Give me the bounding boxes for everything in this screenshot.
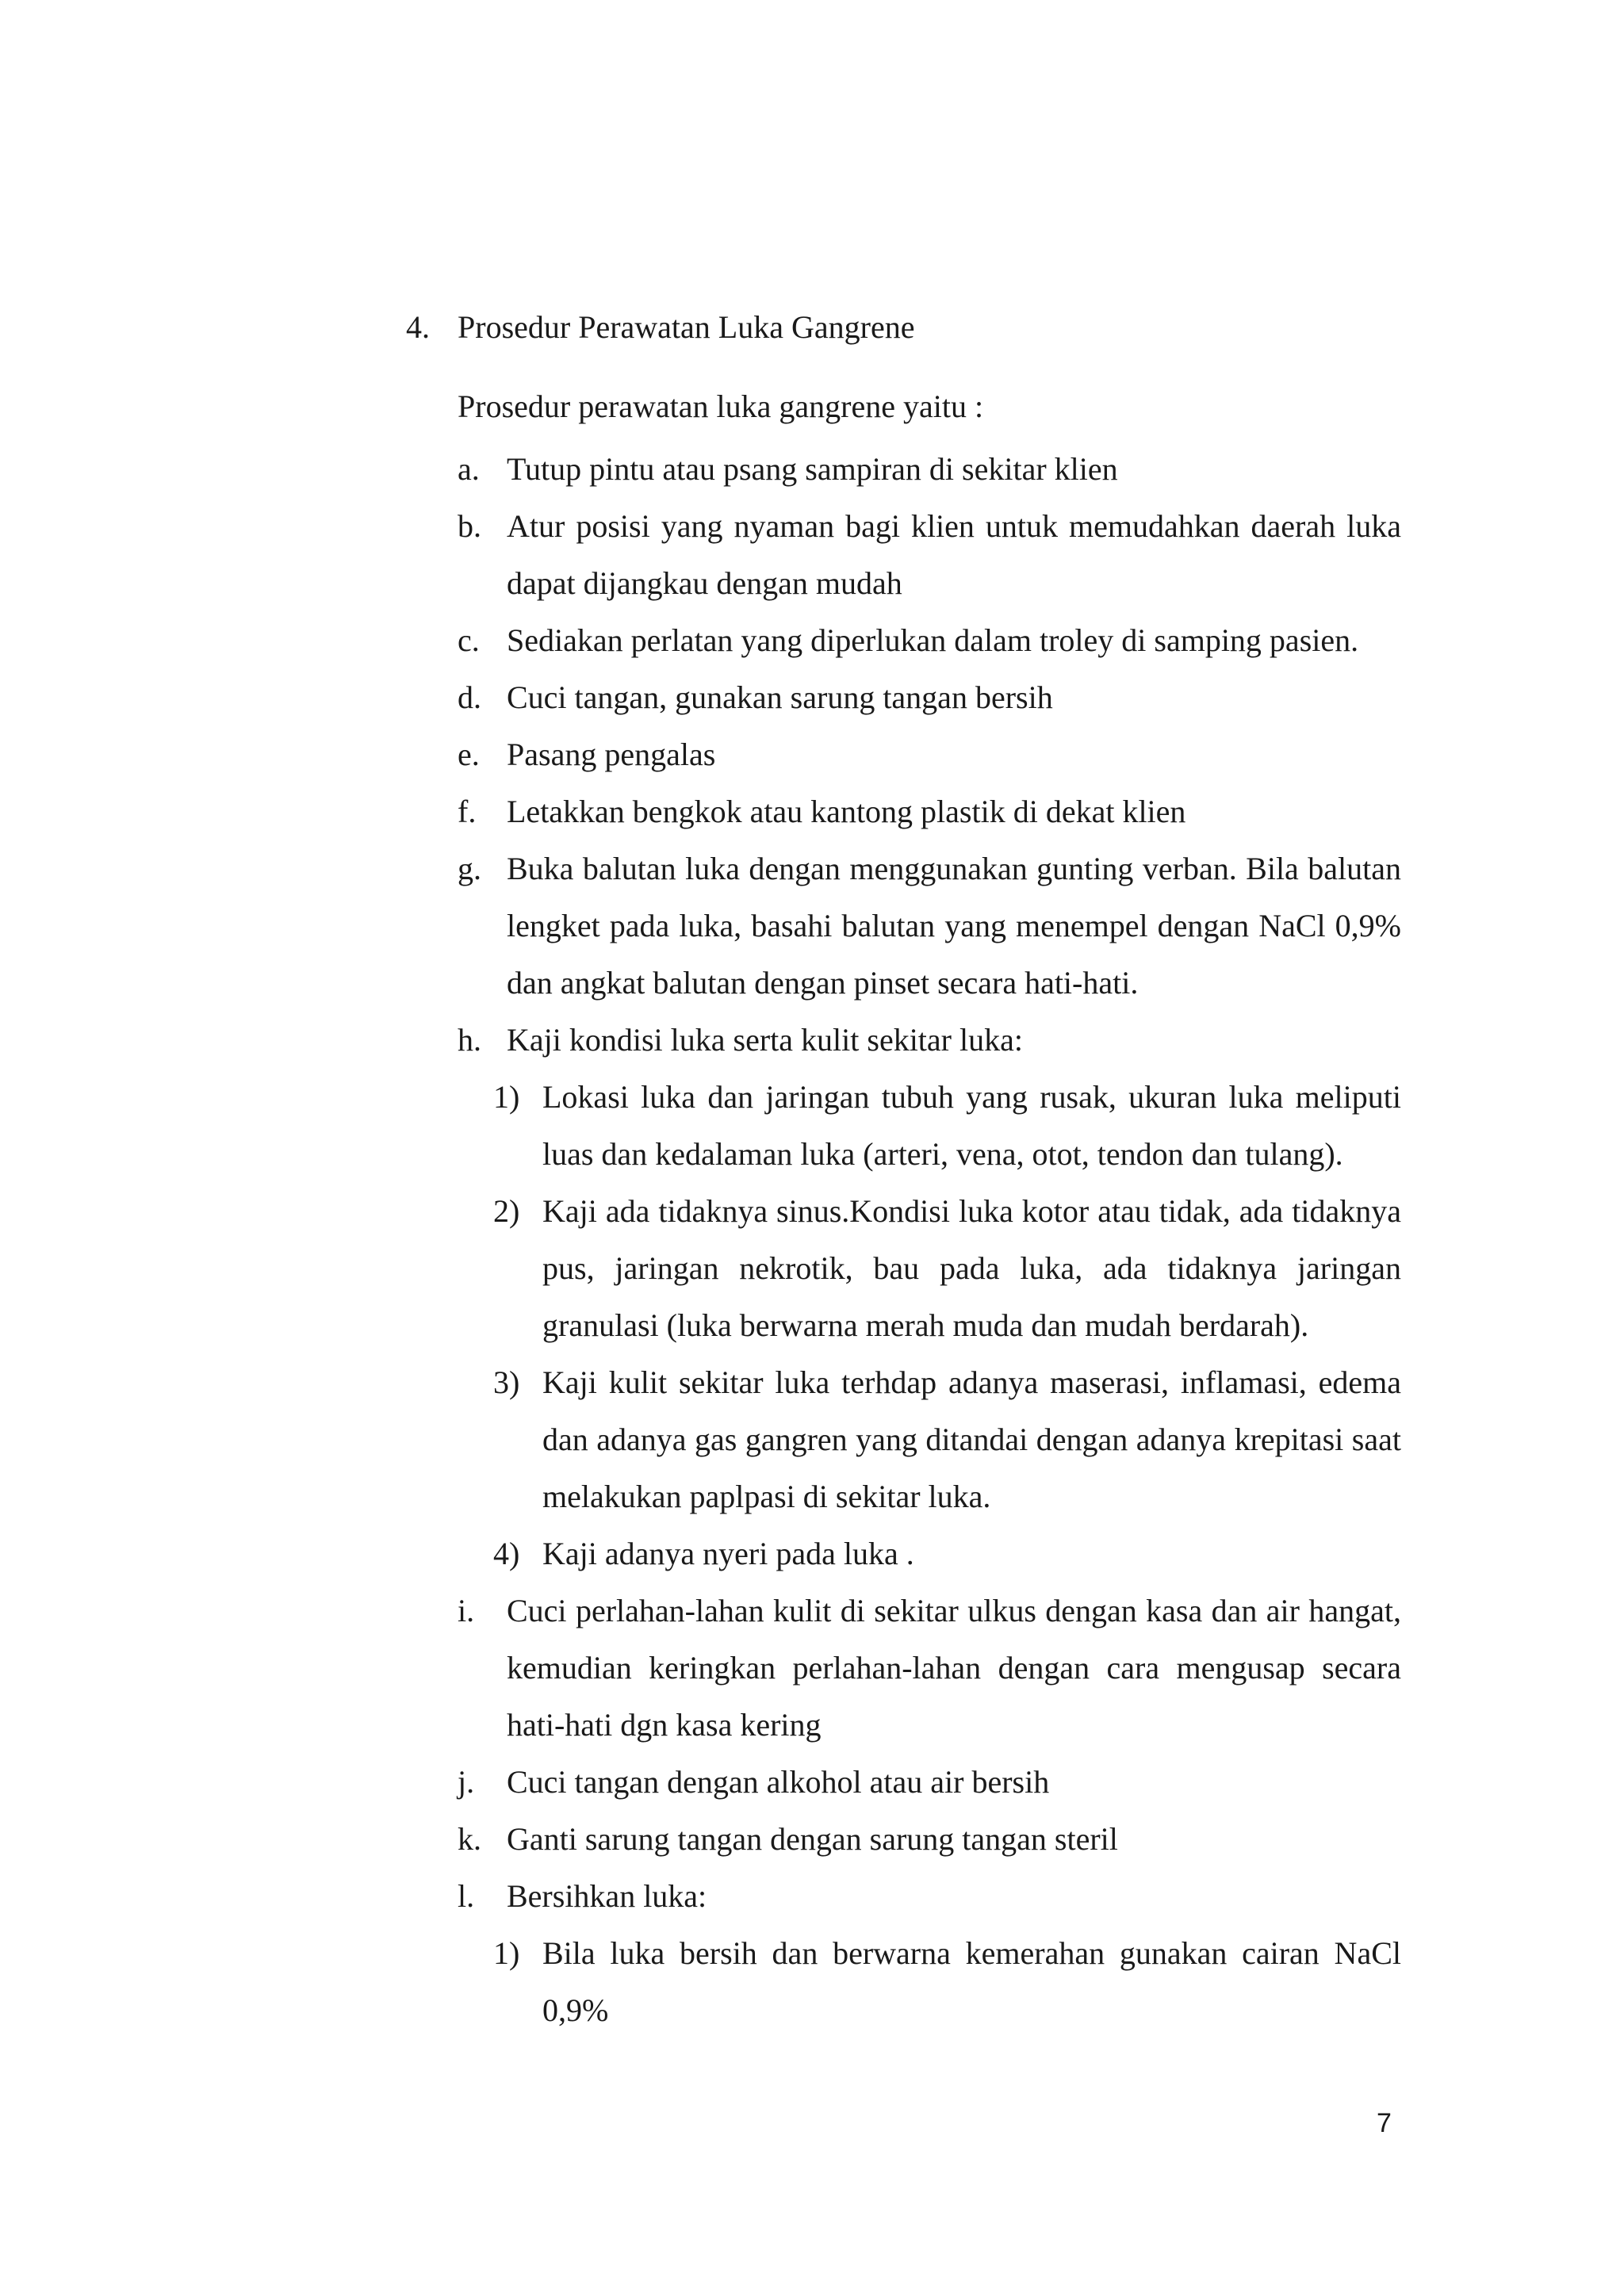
sublist-item: [493, 1925, 1401, 2039]
item-text: Cuci tangan, gunakan sarung tangan bersih: [507, 679, 1053, 715]
section-title: Prosedur Perawatan Luka Gangrene: [458, 309, 915, 345]
subitem-text: Kaji kulit sekitar luka terhdap adanya maserasi, inflamasi, edema dan adanya gas gangren yang ditandai dengan adanya krepitasi saat melakukan paplpasi di sekitar luka.: [542, 1364, 1401, 1514]
item-marker: d.: [458, 679, 481, 715]
item-marker: b.: [458, 508, 481, 544]
item-marker: l.: [458, 1878, 475, 1914]
list-item: [458, 669, 1401, 726]
subitem-marker: 2): [493, 1193, 520, 1229]
item-marker: i.: [458, 1593, 475, 1628]
assessment-sublist: [493, 1069, 1401, 1582]
subitem-text: Kaji ada tidaknya sinus.Kondisi luka kotor atau tidak, ada tidaknya pus, jaringan nekrotik, bau pada luka, ada tidaknya jaringan granulasi (luka berwarna merah muda dan mudah berdarah).: [542, 1193, 1401, 1343]
item-text: Letakkan bengkok atau kantong plastik di dekat klien: [507, 794, 1186, 829]
list-item: [458, 1868, 1401, 1925]
subitem-marker: 3): [493, 1364, 520, 1400]
list-item: [458, 783, 1401, 840]
item-text: Kaji kondisi luka serta kulit sekitar luka:: [507, 1022, 1023, 1058]
list-item: [458, 1811, 1401, 1868]
subitem-marker: 4): [493, 1536, 520, 1571]
subitem-marker: 1): [493, 1935, 520, 1971]
procedure-list: [458, 441, 1401, 2039]
subitem-marker: 1): [493, 1079, 520, 1115]
item-marker: f.: [458, 794, 477, 829]
section-heading: [406, 305, 914, 350]
item-marker: e.: [458, 737, 480, 772]
sublist-item: [493, 1354, 1401, 1525]
subitem-text: Lokasi luka dan jaringan tubuh yang rusak, ukuran luka meliputi luas dan kedalaman luka (arteri, vena, otot, tendon dan tulang).: [542, 1079, 1401, 1172]
section-number: 4.: [406, 309, 430, 345]
list-item: [458, 1754, 1401, 1811]
item-text: Atur posisi yang nyaman bagi klien untuk memudahkan daerah luka dapat dijangkau dengan mudah: [507, 508, 1401, 601]
subitem-text: Kaji adanya nyeri pada luka .: [542, 1536, 914, 1571]
item-text: Tutup pintu atau psang sampiran di sekitar klien: [507, 451, 1118, 487]
sublist-item: [493, 1183, 1401, 1354]
list-item: [458, 612, 1401, 669]
item-text: Ganti sarung tangan dengan sarung tangan steril: [507, 1821, 1118, 1857]
list-item: [458, 441, 1401, 498]
item-marker: k.: [458, 1821, 481, 1857]
list-item: [458, 1582, 1401, 1754]
sublist-item: [493, 1069, 1401, 1183]
item-text: Sediakan perlatan yang diperlukan dalam troley di samping pasien.: [507, 622, 1359, 658]
list-item: [458, 726, 1401, 783]
item-text: Cuci perlahan-lahan kulit di sekitar ulkus dengan kasa dan air hangat, kemudian keringkan perlahan-lahan dengan cara mengusap secara hati-hati dgn kasa kering: [507, 1593, 1401, 1743]
section-intro: Prosedur perawatan luka gangrene yaitu :: [458, 388, 984, 424]
cleaning-sublist: [493, 1925, 1401, 2039]
item-text: Bersihkan luka:: [507, 1878, 707, 1914]
item-marker: a.: [458, 451, 480, 487]
item-marker: c.: [458, 622, 480, 658]
list-item: [458, 1012, 1401, 1069]
item-marker: g.: [458, 851, 481, 886]
item-text: Buka balutan luka dengan menggunakan gunting verban. Bila balutan lengket pada luka, basahi balutan yang menempel dengan NaCl 0,9% dan angkat balutan dengan pinset secara hati-hati.: [507, 851, 1401, 1001]
page-number: 7: [1377, 2108, 1392, 2138]
list-item: [458, 840, 1401, 1012]
item-marker: j.: [458, 1764, 475, 1800]
list-item: [458, 498, 1401, 612]
sublist-item: [493, 1525, 1401, 1582]
item-text: Pasang pengalas: [507, 737, 716, 772]
item-text: Cuci tangan dengan alkohol atau air bersih: [507, 1764, 1050, 1800]
subitem-text: Bila luka bersih dan berwarna kemerahan gunakan cairan NaCl 0,9%: [542, 1935, 1401, 2028]
item-marker: h.: [458, 1022, 481, 1058]
